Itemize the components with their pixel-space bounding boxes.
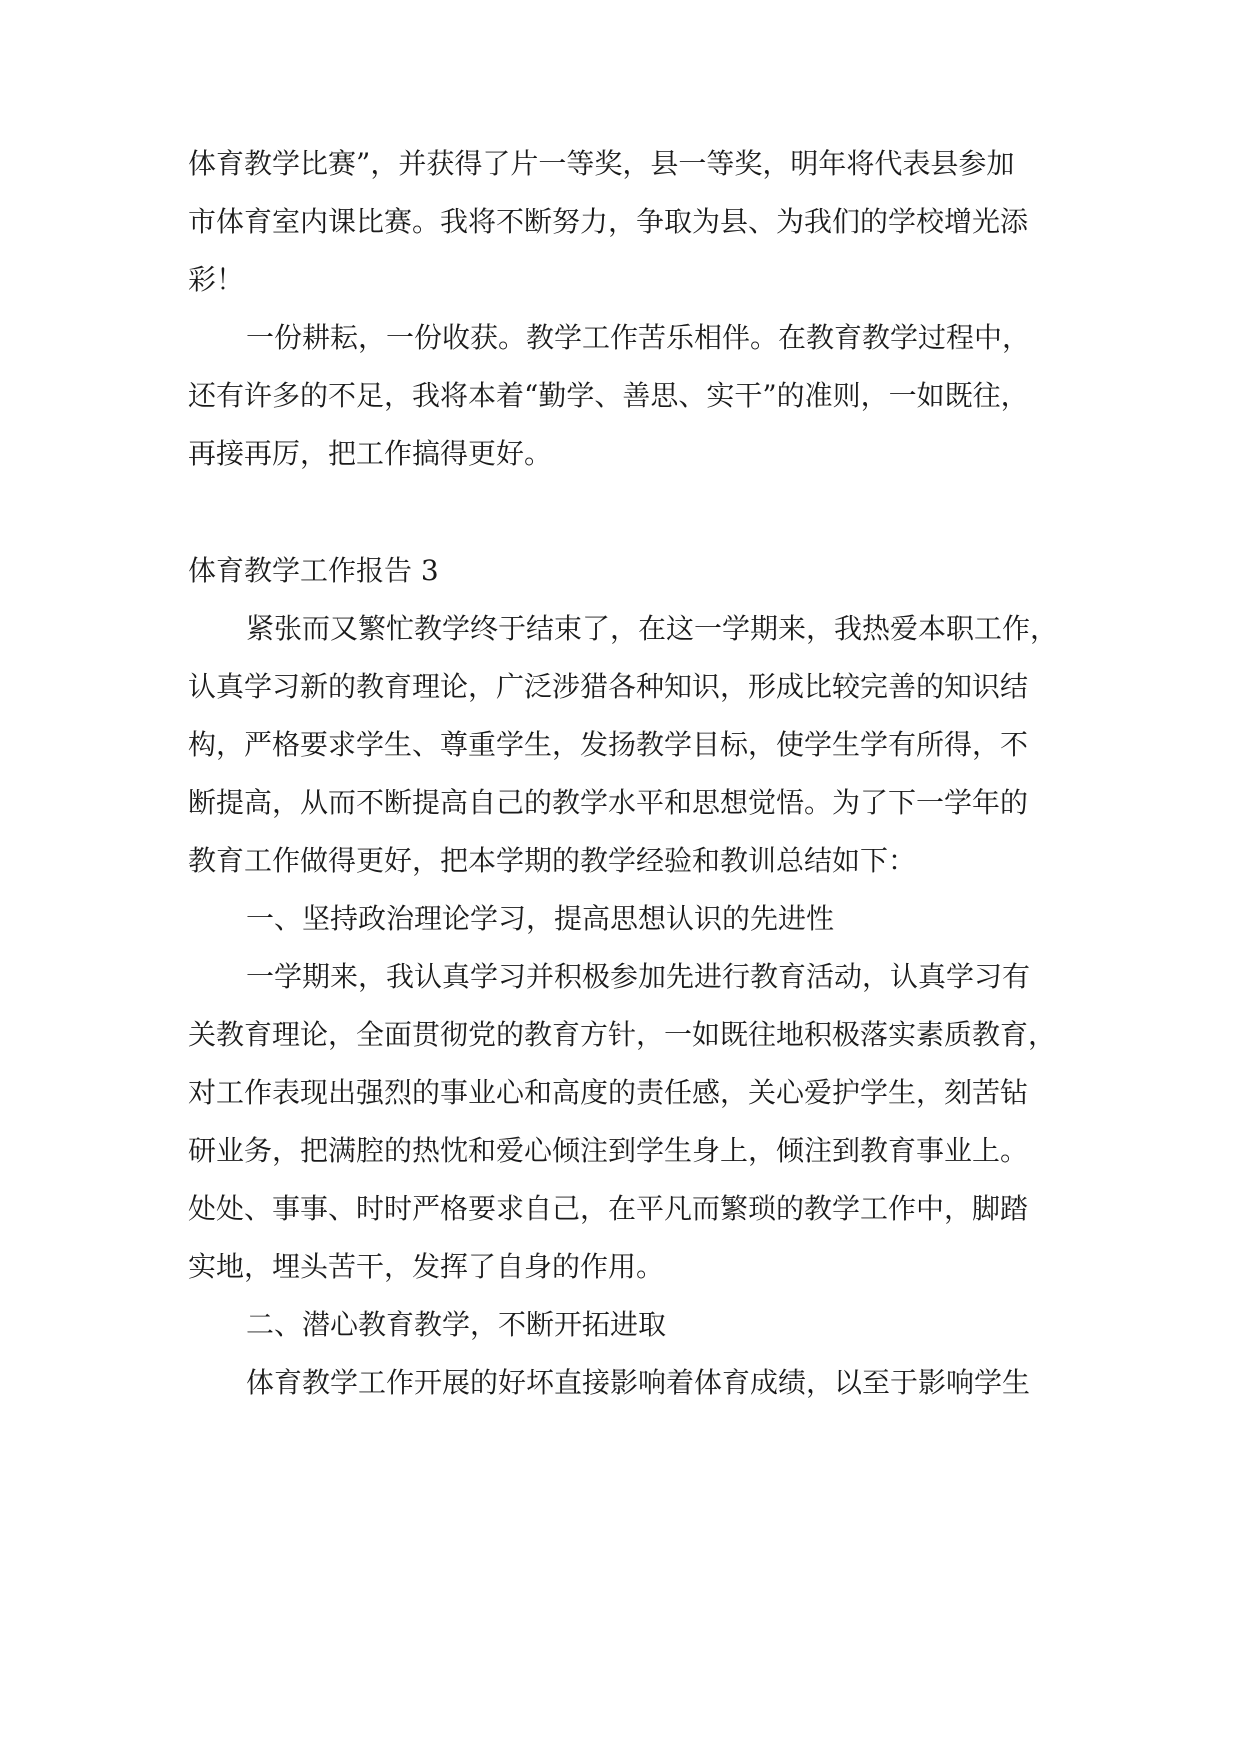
paragraph-3-line-4: 断提高，从而不断提高自己的教学水平和思想觉悟。为了下一学年的	[188, 786, 1029, 819]
paragraph-3-line-5: 教育工作做得更好，把本学期的教学经验和教训总结如下：	[188, 844, 917, 877]
paragraph-4-line-2: 关教育理论，全面贯彻党的教育方针，一如既往地积极落实素质教育，	[188, 1018, 1057, 1051]
paragraph-4-line-1: 一学期来，我认真学习并积极参加先进行教育活动，认真学习有	[246, 960, 1031, 993]
section-title: 体育教学工作报告 3	[188, 554, 439, 587]
paragraph-1-line-2: 市体育室内课比赛。我将不断努力，争取为县、为我们的学校增光添	[188, 205, 1029, 238]
paragraph-5-line-1: 体育教学工作开展的好坏直接影响着体育成绩，以至于影响学生	[246, 1366, 1031, 1399]
paragraph-2-line-2: 还有许多的不足，我将本着“勤学、善思、实干”的准则，一如既往，	[188, 379, 1029, 412]
paragraph-2-line-3: 再接再厉，把工作搞得更好。	[188, 437, 553, 470]
paragraph-4-line-3: 对工作表现出强烈的事业心和高度的责任感，关心爱护学生，刻苦钻	[188, 1076, 1029, 1109]
paragraph-4-line-5: 处处、事事、时时严格要求自己，在平凡而繁琐的教学工作中，脚踏	[188, 1192, 1029, 1225]
heading-2: 二、潜心教育教学，不断开拓进取	[246, 1308, 667, 1341]
paragraph-3-line-2: 认真学习新的教育理论，广泛涉猎各种知识，形成比较完善的知识结	[188, 670, 1029, 703]
paragraph-2-line-1: 一份耕耘，一份收获。教学工作苦乐相伴。在教育教学过程中，	[246, 321, 1031, 354]
paragraph-1-line-1: 体育教学比赛”，并获得了片一等奖，县一等奖，明年将代表县参加	[188, 147, 1015, 180]
paragraph-1-line-3: 彩！	[188, 263, 245, 296]
paragraph-3-line-1: 紧张而又繁忙教学终于结束了，在这一学期来，我热爱本职工作，	[246, 612, 1059, 645]
paragraph-4-line-4: 研业务，把满腔的热忱和爱心倾注到学生身上，倾注到教育事业上。	[188, 1134, 1029, 1167]
paragraph-4-line-6: 实地，埋头苦干，发挥了自身的作用。	[188, 1250, 665, 1283]
paragraph-3-line-3: 构，严格要求学生、尊重学生，发扬教学目标，使学生学有所得，不	[188, 728, 1029, 761]
heading-1: 一、坚持政治理论学习，提高思想认识的先进性	[246, 902, 835, 935]
